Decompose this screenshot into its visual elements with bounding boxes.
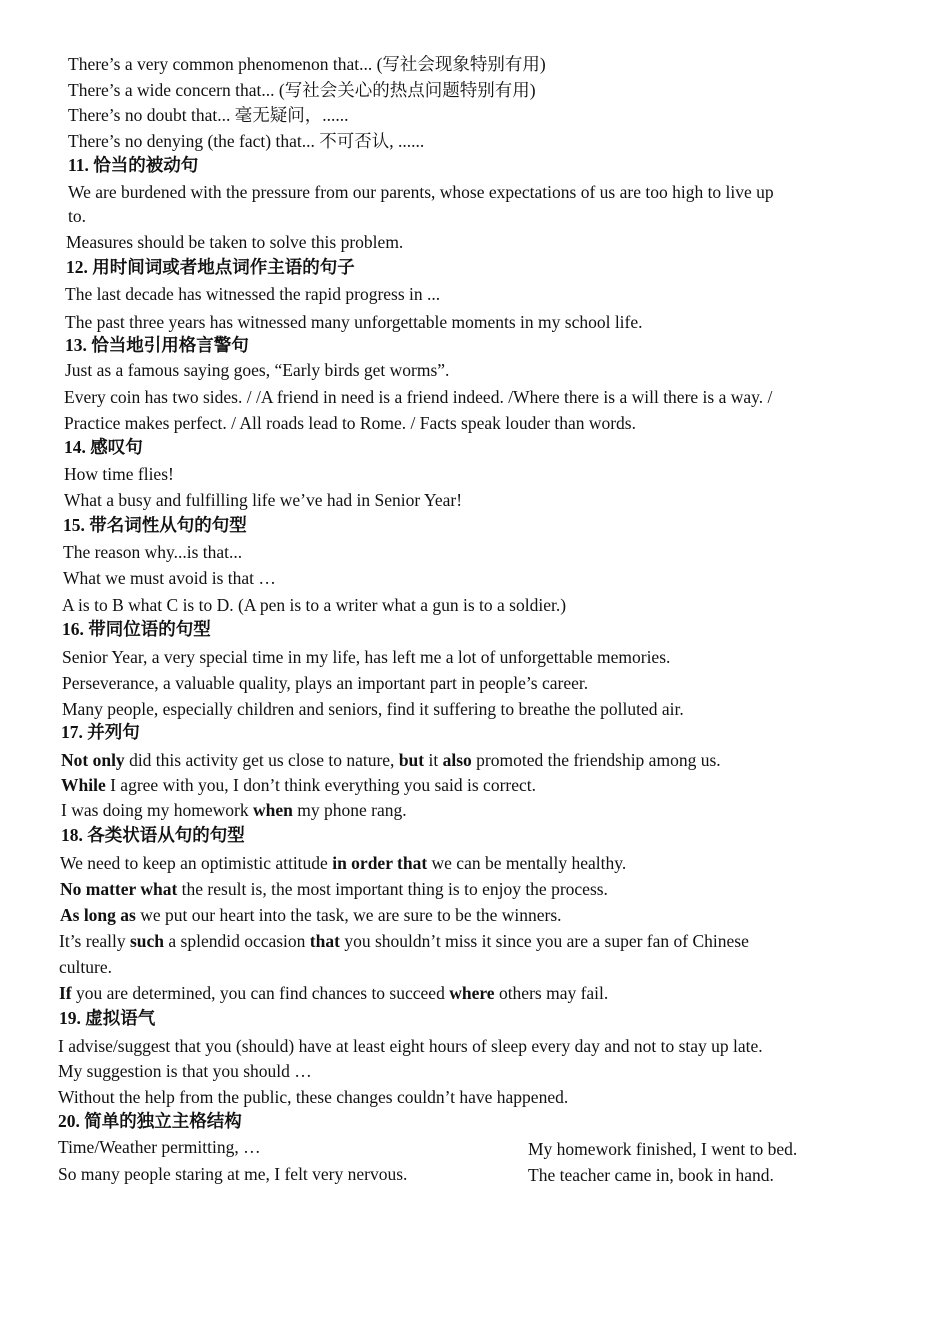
section-heading: 15. 带名词性从句的句型 <box>63 515 247 535</box>
text-line: Time/Weather permitting, … <box>58 1137 261 1157</box>
text-line: We are burdened with the pressure from our parents, whose expectations of us are too high to live up <box>68 182 774 202</box>
text-line: What a busy and fulfilling life we’ve had in Senior Year! <box>64 490 463 510</box>
text-span: promoted the friendship among us. <box>471 750 721 770</box>
text-span: I was doing my homework <box>61 800 253 820</box>
section-heading: 13. 恰当地引用格言警句 <box>65 335 249 355</box>
text-line: There’s no doubt that... 毫无疑问，...... <box>68 105 349 125</box>
text-line: The past three years has witnessed many unforgettable moments in my school life. <box>65 312 643 332</box>
text-line: Perseverance, a valuable quality, plays an important part in people’s career. <box>62 673 589 693</box>
text-span: the result is, the most important thing is to enjoy the process. <box>177 879 608 899</box>
text-line: My homework finished, I went to bed. <box>528 1139 798 1159</box>
text-line: The reason why...is that... <box>63 542 243 562</box>
text-line: How time flies! <box>64 464 174 484</box>
bold-keyword: While <box>61 775 106 795</box>
bold-keyword: If <box>59 983 72 1003</box>
text-line: Practice makes perfect. / All roads lead to Rome. / Facts speak louder than words. <box>64 413 636 433</box>
text-span: others may fail. <box>494 983 609 1003</box>
text-line: to. <box>68 206 86 226</box>
section-heading: 19. 虚拟语气 <box>59 1008 156 1028</box>
text-line: A is to B what C is to D. (A pen is to a writer what a gun is to a soldier.) <box>62 595 567 615</box>
text-line: Without the help from the public, these changes couldn’t have happened. <box>58 1087 569 1107</box>
text-span: I agree with you, I don’t think everything you said is correct. <box>105 775 536 795</box>
bold-keyword: but <box>398 750 425 770</box>
text-line <box>59 981 939 1005</box>
section-heading: 20. 简单的独立主格结构 <box>58 1111 242 1131</box>
text-line: Senior Year, a very special time in my life, has left me a lot of unforgettable memories. <box>62 647 671 667</box>
bold-keyword: when <box>253 800 293 820</box>
text-line: Every coin has two sides. / /A friend in need is a friend indeed. /Where there is a will there is a way. / <box>64 387 773 407</box>
bold-keyword: such <box>129 931 164 951</box>
section-heading: 11. 恰当的被动句 <box>68 155 199 175</box>
text-line: The teacher came in, book in hand. <box>528 1165 774 1185</box>
text-line <box>61 798 941 822</box>
text-line <box>60 877 940 901</box>
text-span: We need to keep an optimistic attitude <box>60 853 333 873</box>
section-heading: 18. 各类状语从句的句型 <box>61 825 245 845</box>
text-line: There’s no denying (the fact) that... 不可否认, ...... <box>68 131 425 151</box>
text-line: culture. <box>59 957 112 977</box>
text-line: Just as a famous saying goes, “Early birds get worms”. <box>65 360 450 380</box>
bold-keyword: in order that <box>332 853 428 873</box>
text-span: my phone rang. <box>292 800 407 820</box>
text-line <box>60 851 940 875</box>
text-span: did this activity get us close to nature, <box>124 750 399 770</box>
section-heading: 16. 带同位语的句型 <box>62 619 211 639</box>
bold-keyword: that <box>309 931 340 951</box>
text-span: it <box>424 750 443 770</box>
bold-keyword: As long as <box>60 905 136 925</box>
text-line: The last decade has witnessed the rapid progress in ... <box>65 284 441 304</box>
text-span: you are determined, you can find chances to succeed <box>71 983 450 1003</box>
text-span: a splendid occasion <box>164 931 310 951</box>
text-span: we can be mentally healthy. <box>427 853 627 873</box>
section-heading: 12. 用时间词或者地点词作主语的句子 <box>66 257 355 277</box>
text-line: I advise/suggest that you (should) have at least eight hours of sleep every day and not to stay up late. <box>58 1036 763 1056</box>
bold-keyword: also <box>442 750 472 770</box>
section-heading: 14. 感叹句 <box>64 437 143 457</box>
bold-keyword: No matter what <box>60 879 178 899</box>
text-line: There’s a wide concern that... (写社会关心的热点问题特别有用) <box>68 80 536 100</box>
text-line <box>59 929 939 953</box>
text-line <box>61 748 941 772</box>
section-heading: 17. 并列句 <box>61 722 140 742</box>
bold-keyword: where <box>449 983 495 1003</box>
text-line <box>60 903 940 927</box>
text-line: My suggestion is that you should … <box>58 1061 312 1081</box>
text-span: It’s really <box>59 931 130 951</box>
text-span: we put our heart into the task, we are sure to be the winners. <box>135 905 562 925</box>
text-line: So many people staring at me, I felt very nervous. <box>58 1164 408 1184</box>
bold-keyword: Not only <box>61 750 125 770</box>
text-line: Measures should be taken to solve this problem. <box>66 232 404 252</box>
text-line: What we must avoid is that … <box>63 568 276 588</box>
text-line: Many people, especially children and seniors, find it suffering to breathe the polluted air. <box>62 699 684 719</box>
text-line <box>61 773 941 797</box>
text-span: you shouldn’t miss it since you are a super fan of Chinese <box>339 931 749 951</box>
text-line: There’s a very common phenomenon that... (写社会现象特别有用) <box>68 54 546 74</box>
